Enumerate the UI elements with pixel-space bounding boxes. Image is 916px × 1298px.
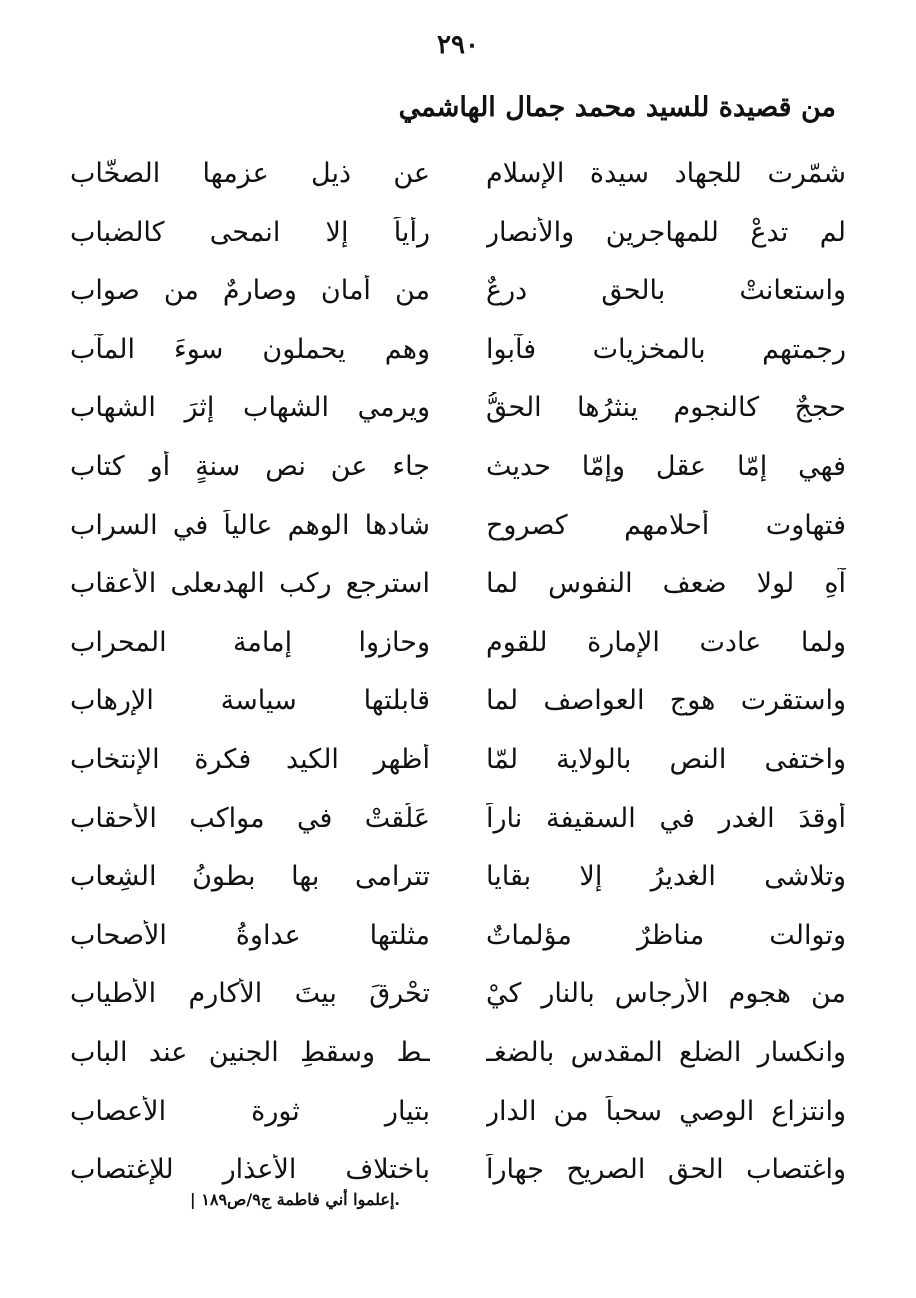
verse-second-hemistich: قابلتها سياسة الإرهاب — [70, 685, 430, 717]
verse-line — [70, 790, 846, 849]
verse-second-hemistich: استرجع ركب الهدىعلى الأعقاب — [70, 568, 430, 600]
verse-first-hemistich: واختفى النص بالولاية لمّا — [486, 744, 846, 776]
verse-first-hemistich: فهي إمّا عقل وإمّا حديث — [486, 451, 846, 483]
verse-line — [70, 204, 846, 263]
verse-line — [70, 672, 846, 731]
verse-second-hemistich: جاء عن نص سنةٍ أو كتاب — [70, 451, 430, 483]
verse-line — [70, 614, 846, 673]
verse-second-hemistich: وحازوا إمامة المحراب — [70, 626, 430, 658]
verse-first-hemistich: حججٌ كالنجوم ينثرُها الحقُّ — [486, 392, 846, 424]
verse-first-hemistich: من هجوم الأرجاس بالنار كيْ — [486, 978, 846, 1010]
verse-first-hemistich: فتهاوت أحلامهم كصروحٍ — [486, 509, 846, 541]
verse-second-hemistich: أظهر الكيد فكرة الإنتخاب — [70, 744, 430, 776]
footnote: .إعلموا أني فاطمة ج٩/ص١٨٩ | — [189, 1190, 400, 1209]
verse-first-hemistich: شمّرت للجهاد سيدة الإسلام — [486, 158, 846, 190]
verse-line — [70, 262, 846, 321]
verse-first-hemistich: واغتصاب الحق الصريح جهاراً — [486, 1154, 846, 1186]
verse-line — [70, 321, 846, 380]
verse-line — [70, 438, 846, 497]
verse-first-hemistich: ولما عادت الإمارة للقوم — [486, 626, 846, 658]
verse-line — [70, 1083, 846, 1142]
verse-first-hemistich: واستقرت هوج العواصف لما — [486, 685, 846, 717]
verse-second-hemistich: وهم يحملون سوءَ المآب — [70, 333, 430, 365]
verse-line — [70, 555, 846, 614]
verse-second-hemistich: ـط وسقطِ الجنين عند الباب — [70, 1037, 430, 1068]
verse-second-hemistich: تترامى بها بطونُ الشِعاب — [70, 861, 430, 893]
verse-line — [70, 848, 846, 907]
verse-first-hemistich: أوقدَ الغدر في السقيفة ناراً — [486, 802, 846, 834]
page-number: ٢٩٠ — [437, 30, 479, 60]
verse-second-hemistich: شادها الوهم عالياً في السراب — [70, 509, 430, 541]
verse-second-hemistich: بتيار ثورة الأعصاب — [70, 1095, 430, 1127]
verse-line — [70, 907, 846, 966]
verse-line — [70, 145, 846, 204]
verse-line — [70, 731, 846, 790]
verse-first-hemistich: وتلاشى الغديرُ إلا بقايا — [486, 861, 846, 893]
poem-title: من قصيدة للسيد محمد جمال الهاشمي — [398, 92, 836, 123]
verse-second-hemistich: عن ذيل عزمها الصخّاب — [70, 158, 430, 190]
verse-first-hemistich: لم تدعْ للمهاجرين والأنصار — [486, 216, 846, 248]
verse-second-hemistich: ويرمي الشهاب إثرَ الشهاب — [70, 392, 430, 424]
verse-line — [70, 497, 846, 556]
verse-second-hemistich: باختلاف الأعذار للإغتصاب — [70, 1154, 430, 1186]
verse-first-hemistich: واستعانتْ بالحقِ درعٌ — [486, 275, 846, 307]
verse-line — [70, 965, 846, 1024]
verse-first-hemistich: وانتزاع الوصي سحباً من الدار — [486, 1095, 846, 1127]
verse-first-hemistich: رجمتهم بالمخزيات فآبوا — [486, 333, 846, 365]
verse-line — [70, 379, 846, 438]
verse-second-hemistich: تحْرقَ بيتَ الأكارم الأطياب — [70, 978, 430, 1010]
poem-body — [70, 145, 846, 1200]
verse-second-hemistich: من أمان وصارمٌ من صواب — [70, 275, 430, 307]
verse-second-hemistich: رأياً إلا انمحى كالضباب — [70, 216, 430, 248]
verse-first-hemistich: آهِ لولا ضعف النفوس لما — [486, 568, 846, 600]
verse-first-hemistich: وتوالت مناظرٌ مؤلماتٌ — [486, 919, 846, 951]
verse-second-hemistich: عَلُقتْ في مواكب الأحقاب — [70, 802, 430, 834]
verse-second-hemistich: مثلتها عداوةُ الأصحاب — [70, 919, 430, 951]
verse-first-hemistich: وانكسار الضلع المقدس بالضغـ — [486, 1037, 846, 1068]
verse-line — [70, 1024, 846, 1083]
